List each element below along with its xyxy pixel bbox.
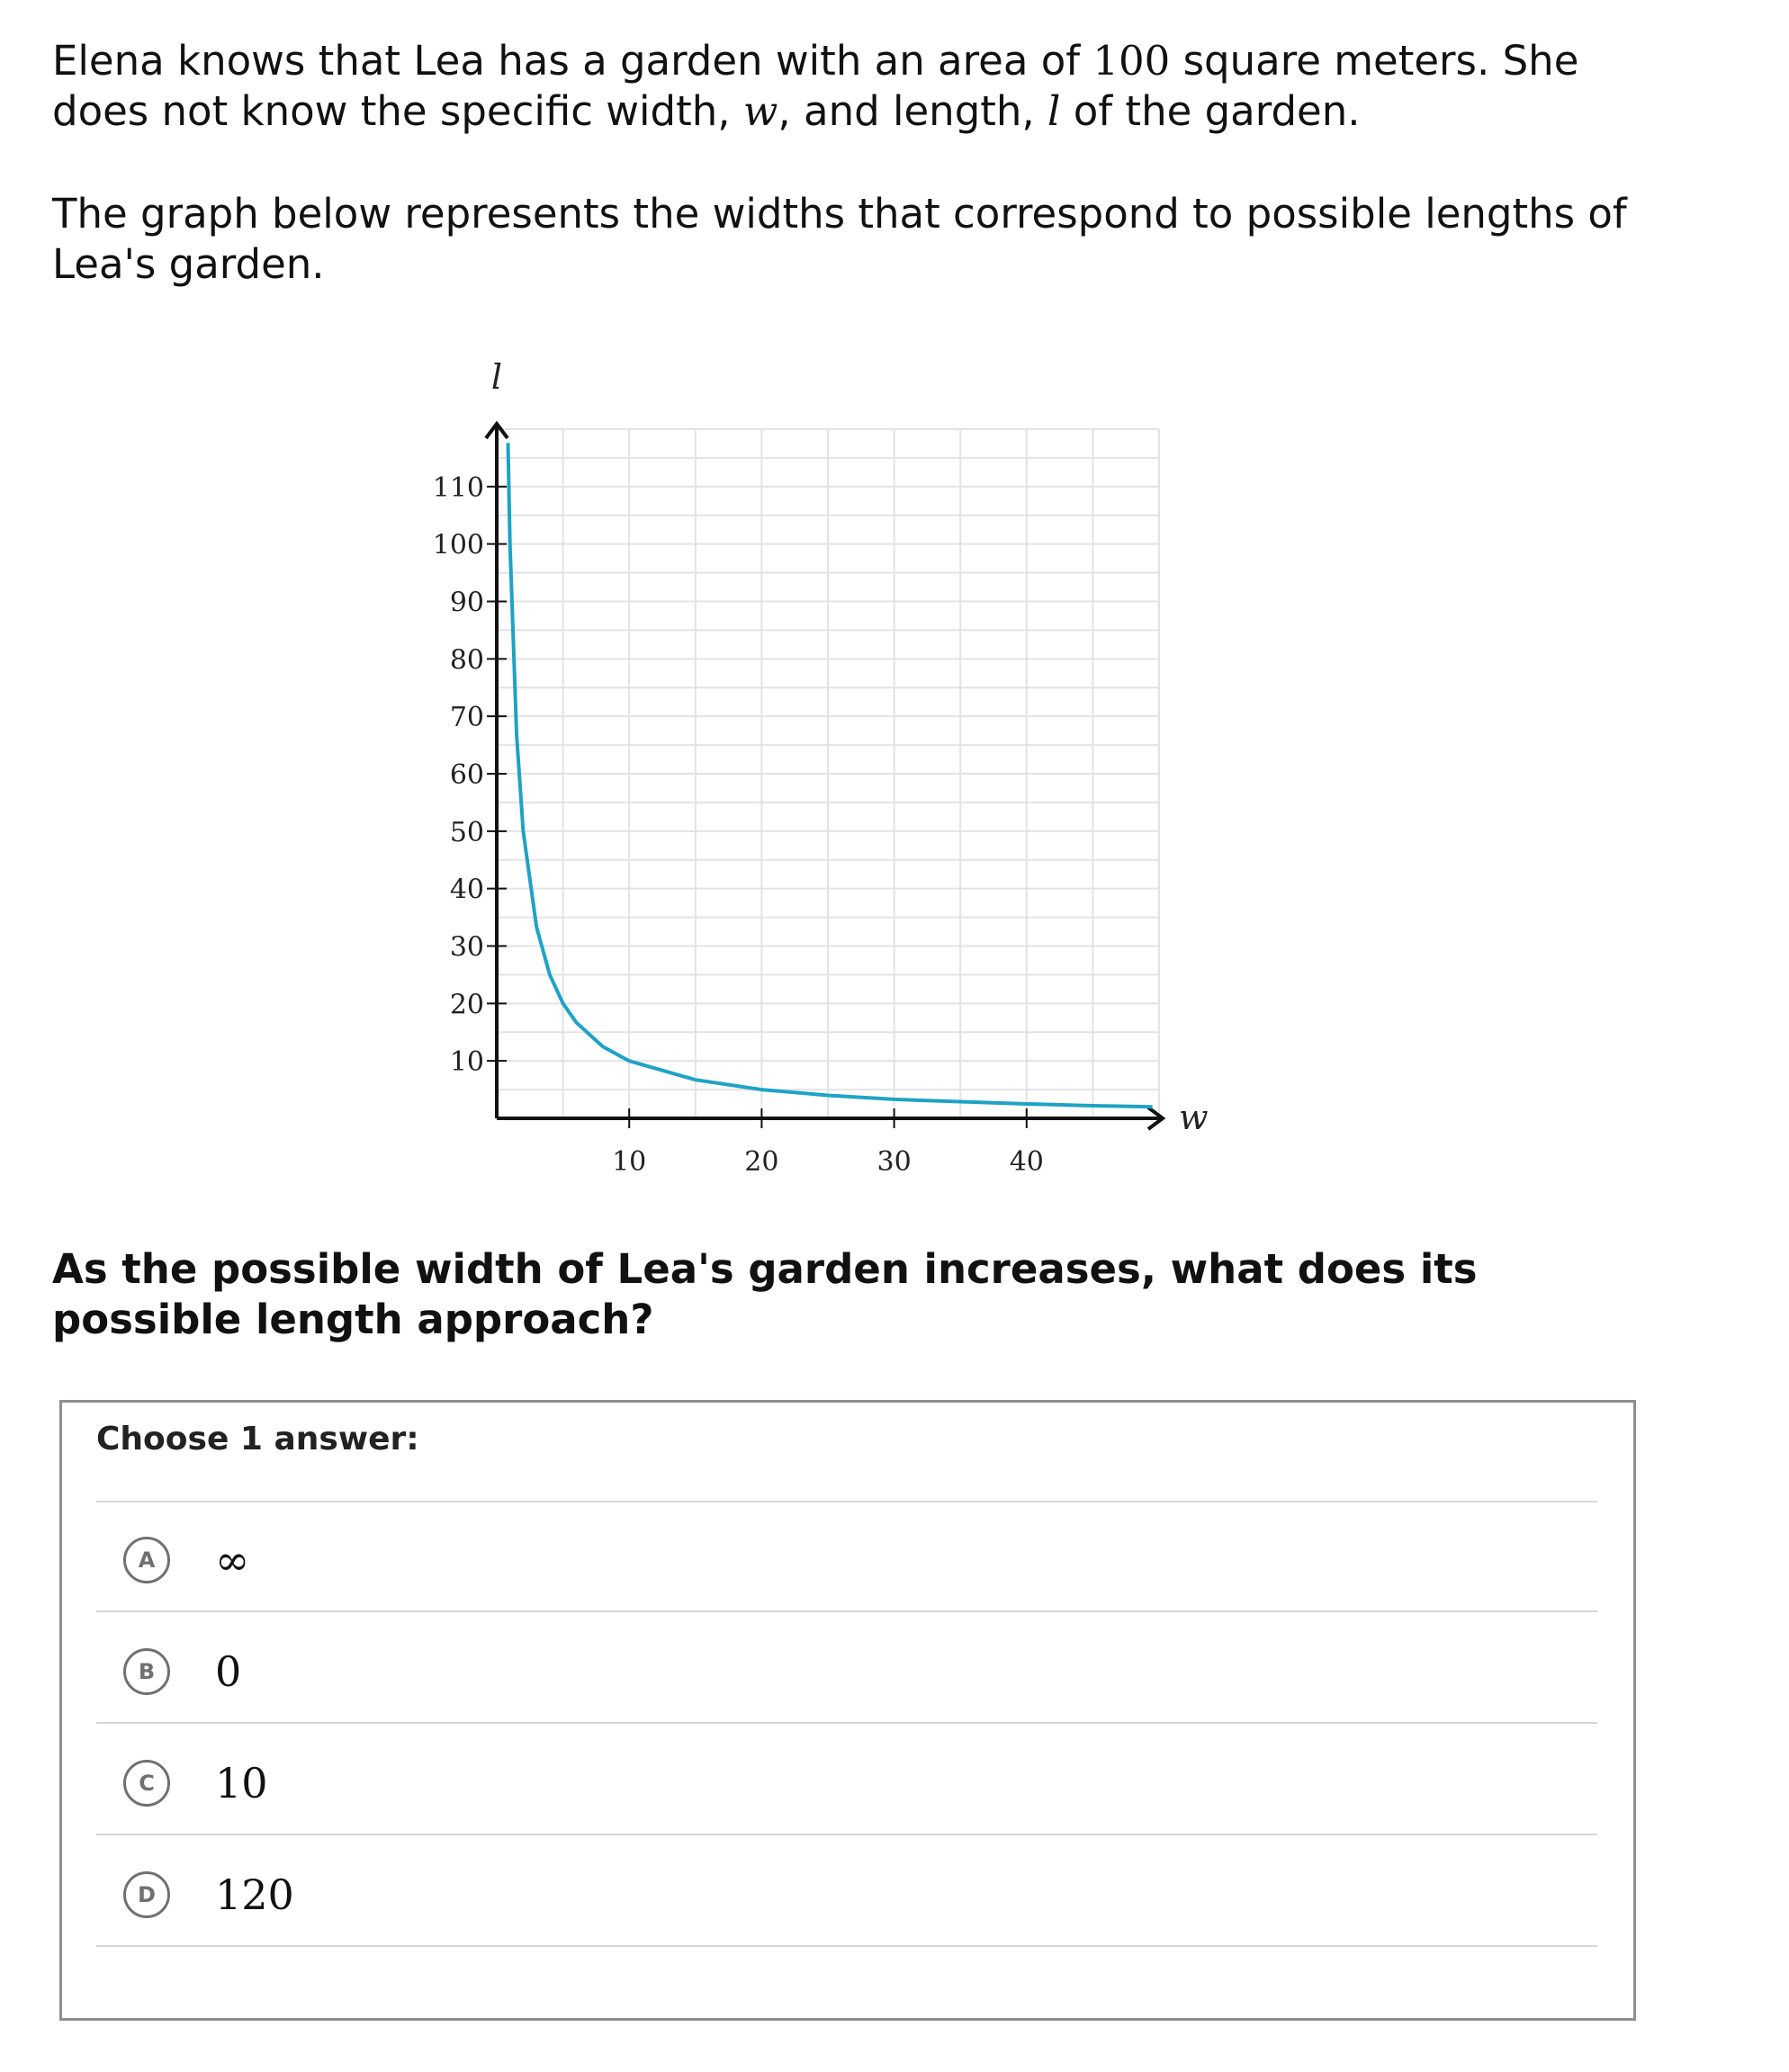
problem-text: Elena knows that Lea has a garden with an area of [52,37,1093,85]
choice-letter-badge: D [123,1871,170,1918]
choice-letter-badge: A [123,1537,170,1583]
choice-label: 120 [215,1870,294,1919]
y-tick-label: 40 [449,874,484,906]
choice-letter-badge: B [123,1648,170,1695]
x-tick-label: 30 [877,1146,912,1178]
length-variable: l [1047,87,1061,135]
answer-choices-panel [59,1400,1636,2021]
y-tick-label: 30 [449,931,484,964]
problem-text: of the garden. [1060,87,1361,135]
x-tick-label: 40 [1009,1146,1044,1178]
choice-d[interactable] [96,1837,1597,1947]
series-line [508,443,1153,1107]
y-tick-label: 110 [432,471,484,504]
x-tick-label: 10 [612,1146,647,1178]
y-tick-label: 80 [449,644,484,677]
y-axis-label: l [490,357,503,397]
choice-a[interactable] [96,1502,1597,1612]
x-tick-label: 20 [744,1146,779,1178]
y-tick-label: 10 [449,1046,484,1079]
y-tick-label: 60 [449,759,484,791]
width-variable: w [742,87,778,135]
problem-paragraph-2: The graph below represents the widths that correspond to possible lengths of Lea's garden. [52,190,1627,288]
choice-label: 0 [215,1647,242,1696]
choose-answer-label: Choose 1 answer: [96,1421,419,1458]
y-tick-label: 100 [432,529,484,561]
choice-c[interactable] [96,1726,1597,1835]
problem-text: , and length, [778,87,1048,135]
x-axis-label: w [1179,1098,1209,1137]
y-tick-label: 20 [449,989,484,1021]
choice-b[interactable] [96,1614,1597,1724]
y-tick-label: 50 [449,816,484,848]
problem-text: square meters. She does not know the specific width, [52,37,1579,135]
y-tick-label: 90 [449,587,484,619]
choice-label: 10 [215,1759,268,1807]
grid [497,429,1159,1118]
y-tick-label: 70 [449,702,484,734]
choice-letter-badge: C [123,1760,170,1807]
choice-label: ∞ [215,1536,250,1584]
area-value: 100 [1092,37,1171,85]
question-text: As the possible width of Lea's garden increases, what does its possible length approach? [52,1245,1478,1343]
axes [486,424,1163,1129]
